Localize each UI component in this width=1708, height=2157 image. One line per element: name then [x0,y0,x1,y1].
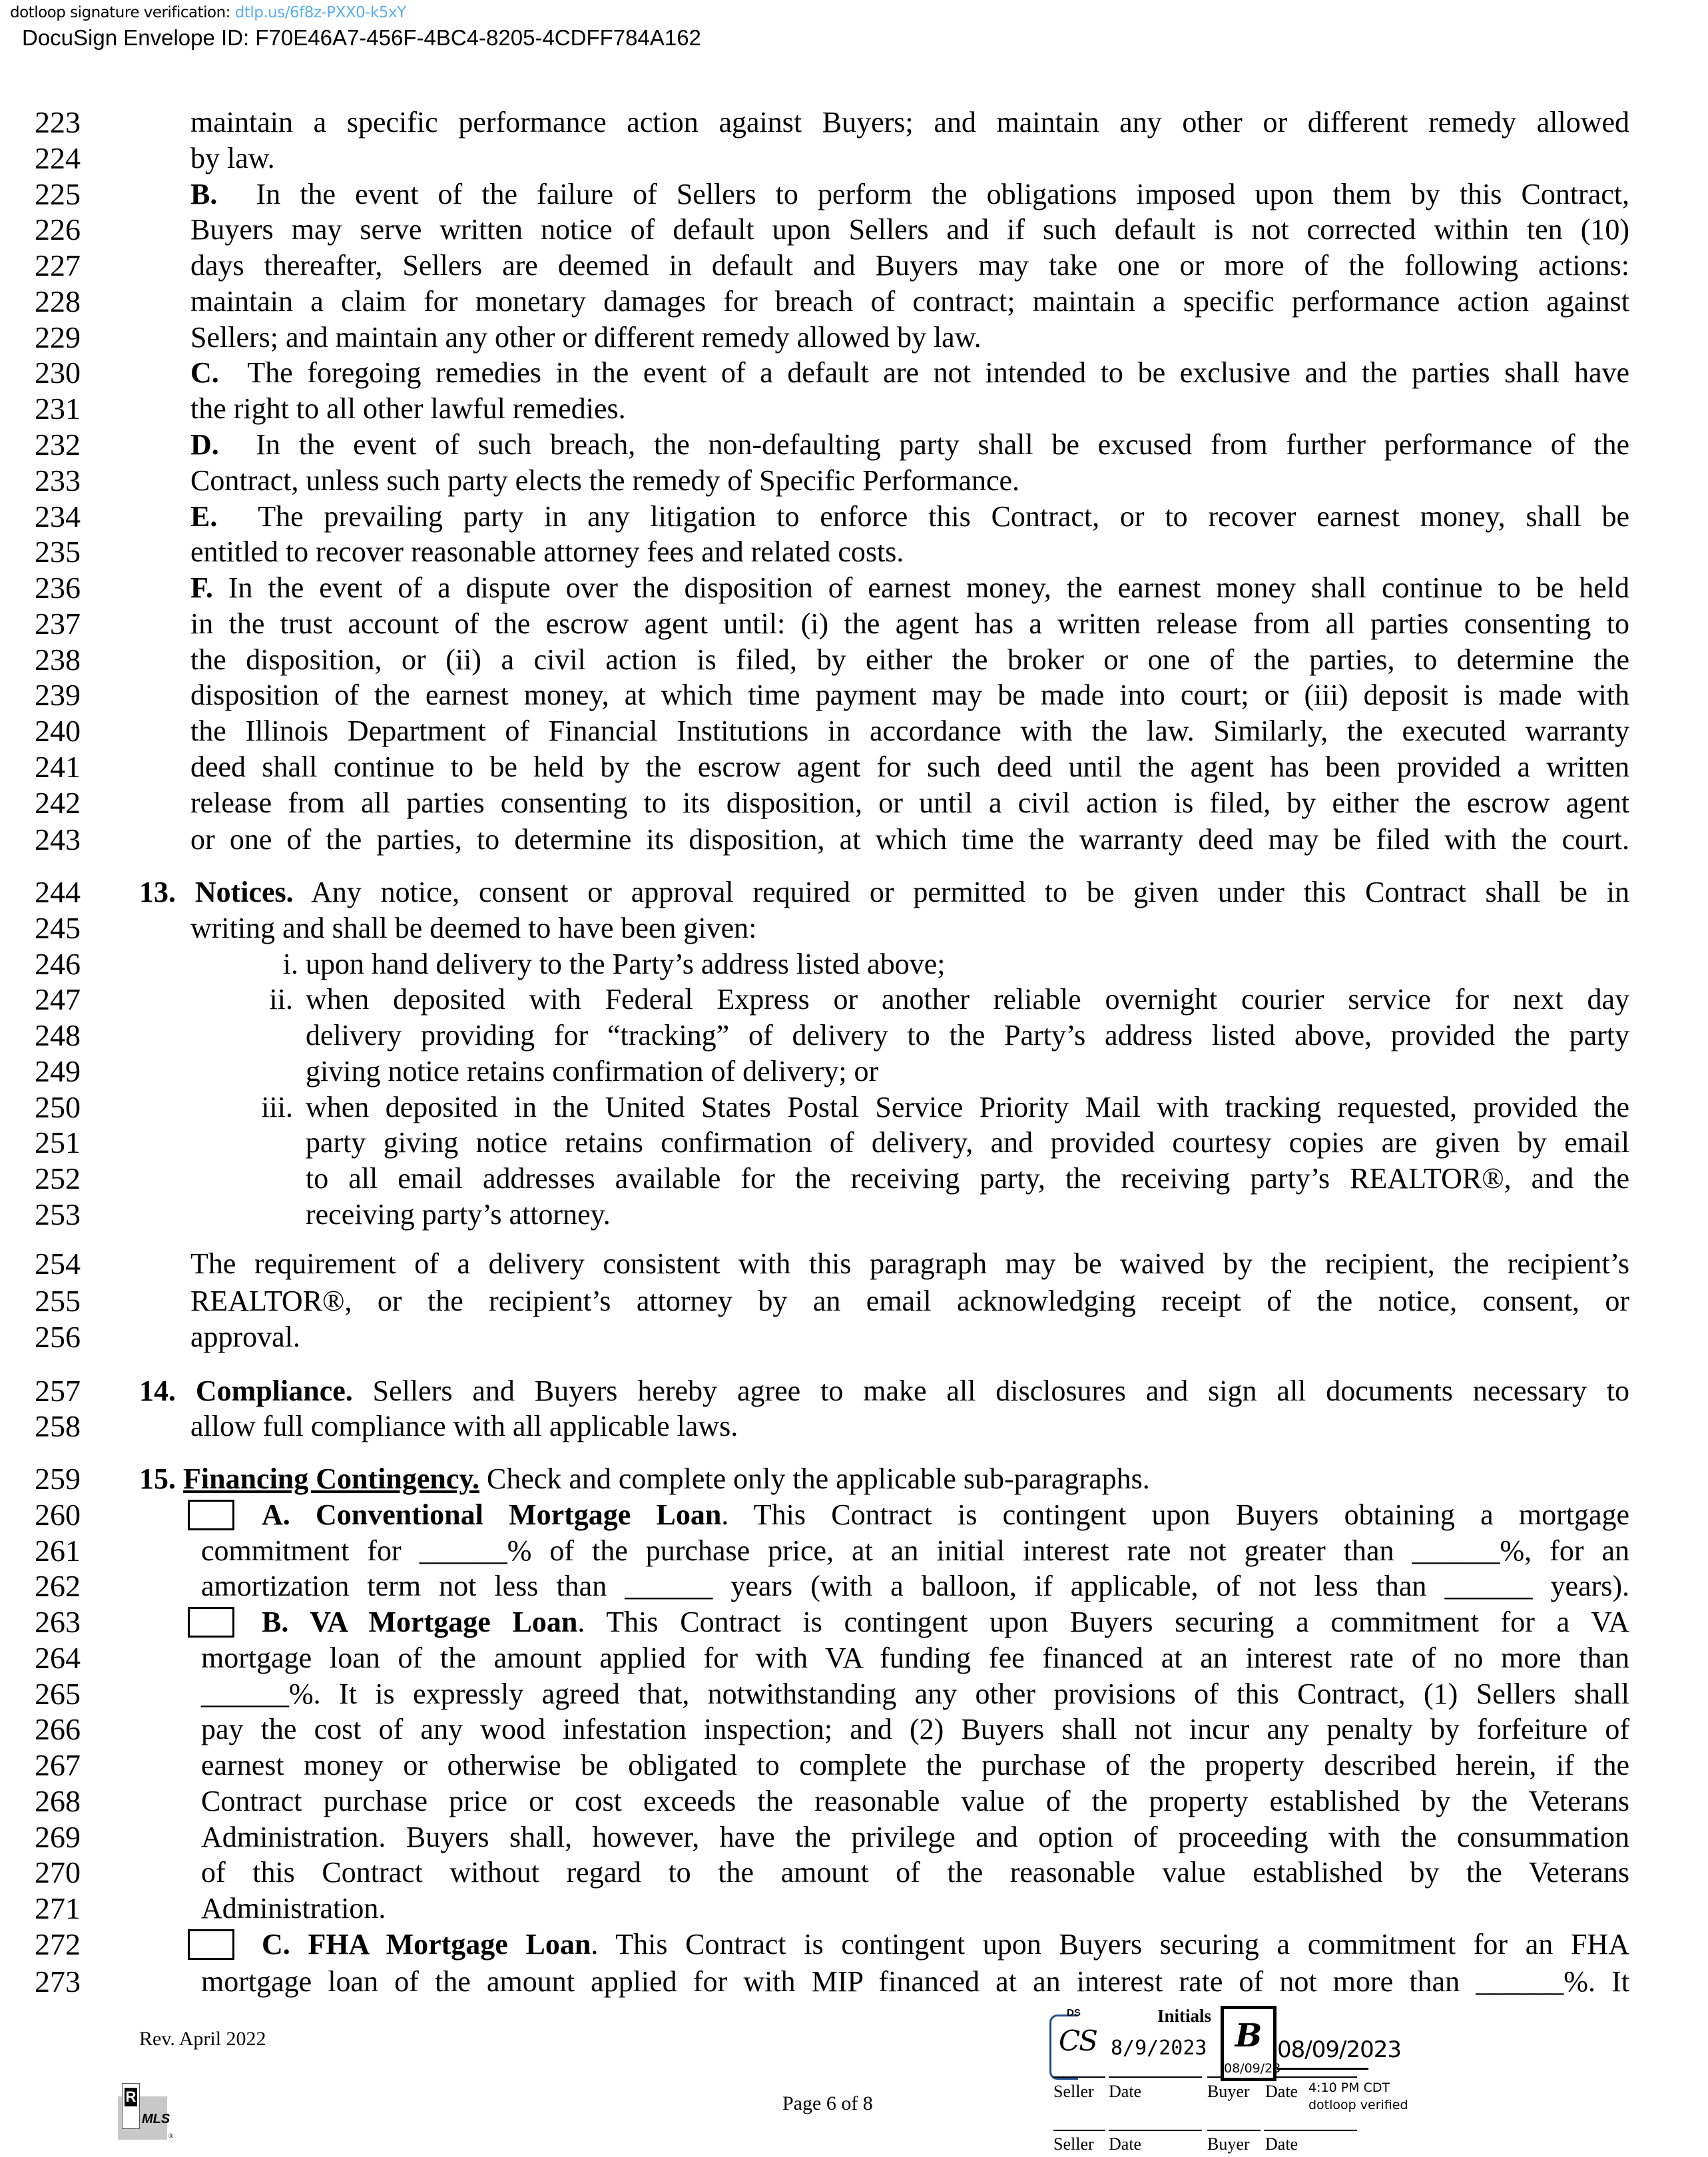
buyer2-label: Buyer [1207,2134,1250,2154]
text-segment: Sellers; and maintain any other or different remedy allowed by law. [190,321,982,354]
text-line [190,570,1629,606]
line-number: 266 [35,1712,81,1746]
line-number: 250 [35,1090,81,1124]
line-number: 253 [35,1197,81,1231]
text-line [190,499,1629,535]
seller-signature-line [1053,2076,1105,2078]
text-line [190,141,1629,176]
realtor-mls-logo: R MLS ® [118,2083,178,2143]
line-number: 260 [35,1498,81,1532]
text-segment: . This Contract is contingent upon Buyers securing a commitment for a VA [577,1606,1630,1638]
text-segment: delivery providing for “tracking” of delivery to the Party’s address listed above, provided the party [306,1019,1629,1052]
ds-tag: DS [1067,2007,1081,2018]
text-segment: receiving party’s attorney. [306,1198,611,1231]
verification-label: dotloop signature verification: [10,4,230,21]
line-number: 251 [35,1125,81,1159]
text-line [190,284,1629,320]
bold-heading: F. [190,571,213,604]
buyer-date: 08/09/2023 [1277,2036,1401,2063]
line-number: 223 [35,105,81,139]
buyer-date-line [1277,2076,1357,2078]
line-number: 263 [35,1605,81,1639]
text-segment: Sellers and Buyers hereby agree to make all disclosures and sign all documents necessary to [352,1375,1629,1407]
text-segment: The foregoing remedies in the event of a default are not intended to be exclusive and the parties shall have [218,356,1629,389]
text-segment: when deposited in the United States Postal Service Priority Mail with tracking requested, provided the [306,1091,1629,1123]
seller-initials-signature: CS [1059,2024,1097,2057]
line-number: 256 [35,1320,81,1354]
text-segment: or one of the parties, to determine its disposition, at which time the warranty deed may be filed with the court. [190,823,1629,856]
line-number: 238 [35,643,81,677]
line-number: 252 [35,1161,81,1195]
buyer-date-underline [1277,2068,1368,2070]
text-line [262,1927,1629,1963]
text-segment: Administration. [201,1892,386,1925]
text-line [190,1283,1629,1319]
text-line [190,713,1629,749]
text-line [190,391,1629,427]
text-segment: Administration. Buyers shall, however, have the privilege and option of proceeding with the consummation [201,1821,1629,1853]
text-segment: Contract purchase price or cost exceeds the reasonable value of the property established by the Veterans [201,1785,1629,1817]
text-line [201,1855,1629,1891]
line-number: 237 [35,607,81,641]
seller-label: Seller [1053,2082,1094,2101]
line-number: 232 [35,428,81,462]
initials-label: Initials [1157,2006,1212,2026]
page-number: Page 6 of 8 [782,2092,873,2114]
text-line [190,910,1629,946]
text-segment: Check and complete only the applicable sub-paragraphs. [479,1462,1150,1495]
text-line [190,248,1629,284]
text-line [306,1054,1629,1089]
line-number: 254 [35,1247,81,1281]
buyer-stamp-time: 4:10 PM CDT [1308,2080,1390,2095]
text-line [190,1246,1629,1282]
seller-date-line [1109,2076,1202,2078]
text-line [190,785,1629,821]
line-number: 236 [35,571,81,605]
buyer-initials-signature: B [1235,2017,1263,2054]
text-segment: commitment for ______% of the purchase price, at an initial interest rate not greater than ______%, for an [201,1534,1629,1567]
text-line [190,642,1629,678]
text-line [201,1533,1629,1569]
seller2-date-line [1109,2130,1202,2131]
text-line [306,1161,1629,1197]
text-segment: The requirement of a delivery consistent with this paragraph may be waived by the recipient, the recipient’s [190,1247,1629,1280]
text-segment: disposition of the earnest money, at which time payment may be made into court; or (iii) deposit is made with [190,679,1629,711]
line-number: 242 [35,786,81,820]
line-number: 241 [35,750,81,784]
text-segment: approval. [190,1321,300,1353]
buyer-signature-line [1207,2076,1221,2078]
option-checkbox[interactable] [188,1607,234,1638]
verification-link[interactable]: dtlp.us/6f8z-PXX0-k5xY [234,4,406,21]
seller-date: 8/9/2023 [1111,2036,1207,2060]
line-number: 248 [35,1018,81,1052]
line-number: 264 [35,1641,81,1675]
text-segment: the disposition, or (ii) a civil action is filed, by either the broker or one of the parties, to determine the [190,643,1629,676]
line-number: 271 [35,1891,81,1925]
text-line [190,463,1629,499]
text-segment: days thereafter, Sellers are deemed in default and Buyers may take one or more of the following actions: [190,249,1629,282]
text-segment: by law. [190,142,275,174]
text-segment: In the event of such breach, the non-defaulting party shall be excused from further performance of the [218,428,1629,461]
buyer-label: Buyer [1207,2082,1250,2101]
text-segment: release from all parties consenting to its disposition, or until a civil action is filed, by either the escrow agent [190,786,1629,819]
buyer2-signature-line [1207,2130,1261,2131]
text-segment: to all email addresses available for the receiving party, the receiving party’s REALTOR®, and the [306,1162,1629,1195]
text-segment: maintain a specific performance action against Buyers; and maintain any other or different remedy allowed [190,106,1629,139]
text-line [190,749,1629,785]
text-line [190,534,1629,570]
line-number: 265 [35,1677,81,1711]
text-segment: Buyers may serve written notice of default upon Sellers and if such default is not corrected within ten (10) [190,213,1629,246]
line-number: 249 [35,1054,81,1088]
date2-label: Date [1265,2134,1298,2154]
bold-heading: B. VA Mortgage Loan [262,1606,578,1638]
buyer-initials-box [1221,2006,1281,2081]
bold-heading: 15. [139,1462,183,1495]
text-line [306,1089,1629,1125]
option-checkbox[interactable] [188,1500,234,1530]
text-line [190,677,1629,713]
text-line [201,1891,1629,1927]
line-number: 273 [35,1965,81,1999]
text-segment: The prevailing party in any litigation to enforce this Contract, or to recover earnest money, shall be [217,500,1629,533]
text-segment: Any notice, consent or approval required or permitted to be given under this Contract shall be in [293,876,1630,908]
line-number: 257 [35,1374,81,1408]
line-number: 239 [35,678,81,712]
dotloop-verified-note: dotloop verified [1308,2098,1408,2112]
line-number: 231 [35,392,81,426]
text-line [139,874,1629,910]
text-line [201,1747,1629,1783]
line-number: 240 [35,714,81,748]
buyer-stamp-date: 08/09/23 [1224,2061,1281,2076]
option-checkbox[interactable] [188,1929,234,1960]
bold-heading: A. Conventional Mortgage Loan [262,1498,722,1531]
text-segment: In the event of the failure of Sellers to perform the obligations imposed upon them by this Contract, [217,178,1629,210]
text-line [190,176,1629,212]
text-line [201,1819,1629,1855]
text-segment: upon hand delivery to the Party’s address listed above; [306,948,946,980]
text-line [190,212,1629,248]
text-segment: party giving notice retains confirmation of delivery, and provided courtesy copies are given by email [306,1126,1629,1159]
date2-label: Date [1109,2134,1142,2154]
text-segment: giving notice retains confirmation of delivery; or [306,1055,879,1087]
line-number: 246 [35,947,81,981]
bold-heading: C. FHA Mortgage Loan [262,1928,591,1961]
list-marker: i. [282,948,298,980]
text-line [190,1319,1629,1355]
text-segment: . This Contract is contingent upon Buyers obtaining a mortgage [721,1498,1630,1531]
revision-label: Rev. April 2022 [139,2028,266,2050]
line-number: 258 [35,1409,81,1443]
text-line [190,1408,1629,1444]
text-line [190,320,1629,356]
line-number: 269 [35,1820,81,1854]
text-line [190,105,1629,141]
line-number: 226 [35,212,81,246]
bold-heading: E. [190,500,218,533]
text-line [201,1676,1629,1712]
line-number: 229 [35,320,81,354]
text-line [262,1604,1629,1640]
line-number: 267 [35,1748,81,1782]
text-segment: the right to all other lawful remedies. [190,392,626,425]
line-number: 270 [35,1855,81,1889]
text-line [190,427,1629,463]
text-segment: . This Contract is contingent upon Buyers securing a commitment for an FHA [591,1928,1629,1961]
text-line [306,1018,1629,1054]
line-number: 227 [35,248,81,282]
dotloop-verification [10,4,406,21]
text-line [262,1497,1629,1533]
line-number: 259 [35,1462,81,1496]
text-line [190,822,1629,858]
text-segment: deed shall continue to be held by the escrow agent for such deed until the agent has been provided a written [190,751,1629,783]
text-line [139,1373,1629,1409]
text-line [201,1711,1629,1747]
text-line [201,1783,1629,1819]
line-number: 243 [35,822,81,856]
date-label: Date [1265,2082,1298,2101]
text-line [306,946,1629,982]
text-line [201,1640,1629,1676]
line-number: 225 [35,177,81,211]
line-number: 230 [35,356,81,390]
bold-heading: 14. Compliance. [139,1375,353,1407]
list-marker: ii. [269,983,293,1016]
line-number: 255 [35,1284,81,1318]
line-number: 235 [35,535,81,569]
text-segment: earnest money or otherwise be obligated to complete the purchase of the property described herein, if the [201,1749,1629,1781]
text-segment: REALTOR®, or the recipient’s attorney by an email acknowledging receipt of the notice, consent, or [190,1285,1629,1317]
text-segment: entitled to recover reasonable attorney fees and related costs. [190,535,904,568]
line-number: 244 [35,875,81,909]
bold-heading: D. [190,428,219,461]
text-segment: ______%. It is expressly agreed that, notwithstanding any other provisions of this Contract, (1) Sellers shall [201,1678,1629,1710]
text-line [306,982,1629,1018]
date-label: Date [1109,2082,1142,2101]
line-number: 228 [35,284,81,318]
text-segment: of this Contract without regard to the amount of the reasonable value established by the Veterans [201,1856,1629,1889]
text-line [190,355,1629,391]
text-line [201,1568,1629,1604]
text-segment: mortgage loan of the amount applied for with VA funding fee financed at an interest rate of no more than [201,1642,1629,1674]
line-number: 268 [35,1784,81,1818]
text-segment: Contract, unless such party elects the remedy of Specific Performance. [190,464,1019,497]
text-segment: writing and shall be deemed to have been given: [190,912,757,944]
seller2-label: Seller [1053,2134,1094,2154]
line-number: 262 [35,1569,81,1603]
line-number: 224 [35,141,81,175]
bold-heading: C. [190,356,219,389]
text-line [201,1964,1629,2000]
line-number: 261 [35,1534,81,1568]
text-segment: maintain a claim for monetary damages for breach of contract; maintain a specific performance action against [190,285,1629,318]
bold-heading: 13. Notices. [139,876,294,908]
bold-heading: Financing Contingency. [183,1462,479,1495]
line-number: 247 [35,982,81,1016]
text-segment: allow full compliance with all applicable laws. [190,1410,738,1442]
text-line [139,1461,1629,1497]
bold-heading: B. [190,178,218,210]
text-segment: In the event of a dispute over the disposition of earnest money, the earnest money shall continue to be held [212,571,1629,604]
seller2-signature-line [1053,2130,1105,2131]
buyer2-date-line [1264,2130,1357,2131]
line-number: 245 [35,911,81,945]
line-number: 234 [35,499,81,533]
text-line [306,1197,1629,1233]
text-segment: amortization term not less than ______ years (with a balloon, if applicable, of not less than ______ years). [201,1570,1629,1602]
text-segment: when deposited with Federal Express or another reliable overnight courier service for next day [306,983,1629,1016]
text-segment: in the trust account of the escrow agent until: (i) the agent has a written release from all parties consenting to [190,607,1629,640]
line-number: 233 [35,463,81,497]
text-line [190,606,1629,642]
text-segment: mortgage loan of the amount applied for with MIP financed at an interest rate of not more than ______%. It [201,1965,1629,1998]
text-segment: pay the cost of any wood infestation inspection; and (2) Buyers shall not incur any penalty by forfeiture of [201,1713,1629,1745]
list-marker: iii. [261,1091,293,1123]
line-number: 272 [35,1927,81,1961]
envelope-id: DocuSign Envelope ID: F70E46A7-456F-4BC4-8205-4CDFF784A162 [22,25,701,50]
text-segment: the Illinois Department of Financial Institutions in accordance with the law. Similarly, the executed warranty [190,715,1629,747]
text-line [306,1125,1629,1161]
